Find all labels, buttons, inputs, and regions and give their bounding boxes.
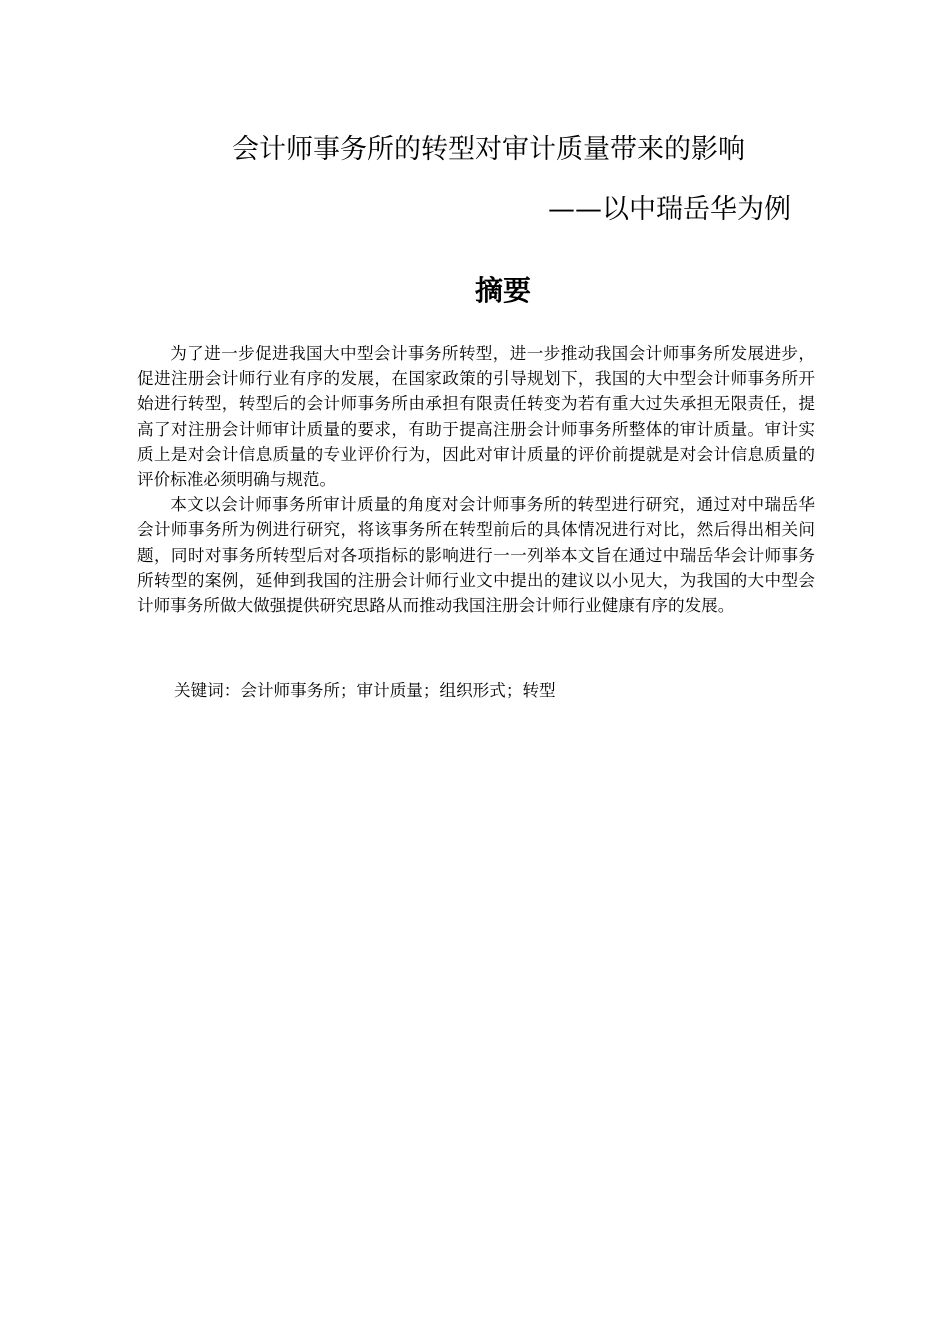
document-title: 会计师事务所的转型对审计质量带来的影响: [232, 134, 745, 165]
abstract-body: [137, 341, 815, 618]
document-subtitle: ——以中瑞岳华为例: [548, 194, 791, 225]
abstract-heading: 摘要: [474, 274, 531, 307]
abstract-paragraph: 为了进一步促进我国大中型会计事务所转型，进一步推动我国会计师事务所发展进步，促进注册会计师行业有序的发展，在国家政策的引导规划下，我国的大中型会计师事务所开始进行转型，转型后的会计师事务所由承担有限责任转变为若有重大过失承担无限责任，提高了对注册会计师审计质量的要求，有助于提高注册会计师事务所整体的审计质量。审计实质上是对会计信息质量的专业评价行为，因此对审计质量的评价前提就是对会计信息质量的评价标准必须明确与规范。: [137, 344, 815, 490]
keywords-line: 关键词：会计师事务所；审计质量；组织形式；转型: [174, 681, 556, 700]
abstract-paragraph: 本文以会计师事务所审计质量的角度对会计师事务所的转型进行研究，通过对中瑞岳华会计师事务所为例进行研究，将该事务所在转型前后的具体情况进行对比，然后得出相关问题，同时对事务所转型后对各项指标的影响进行一一列举本文旨在通过中瑞岳华会计师事务所转型的案例，延伸到我国的注册会计师行业文中提出的建议以小见大，为我国的大中型会计师事务所做大做强提供研究思路从而推动我国注册会计师行业健康有序的发展。: [137, 495, 815, 616]
